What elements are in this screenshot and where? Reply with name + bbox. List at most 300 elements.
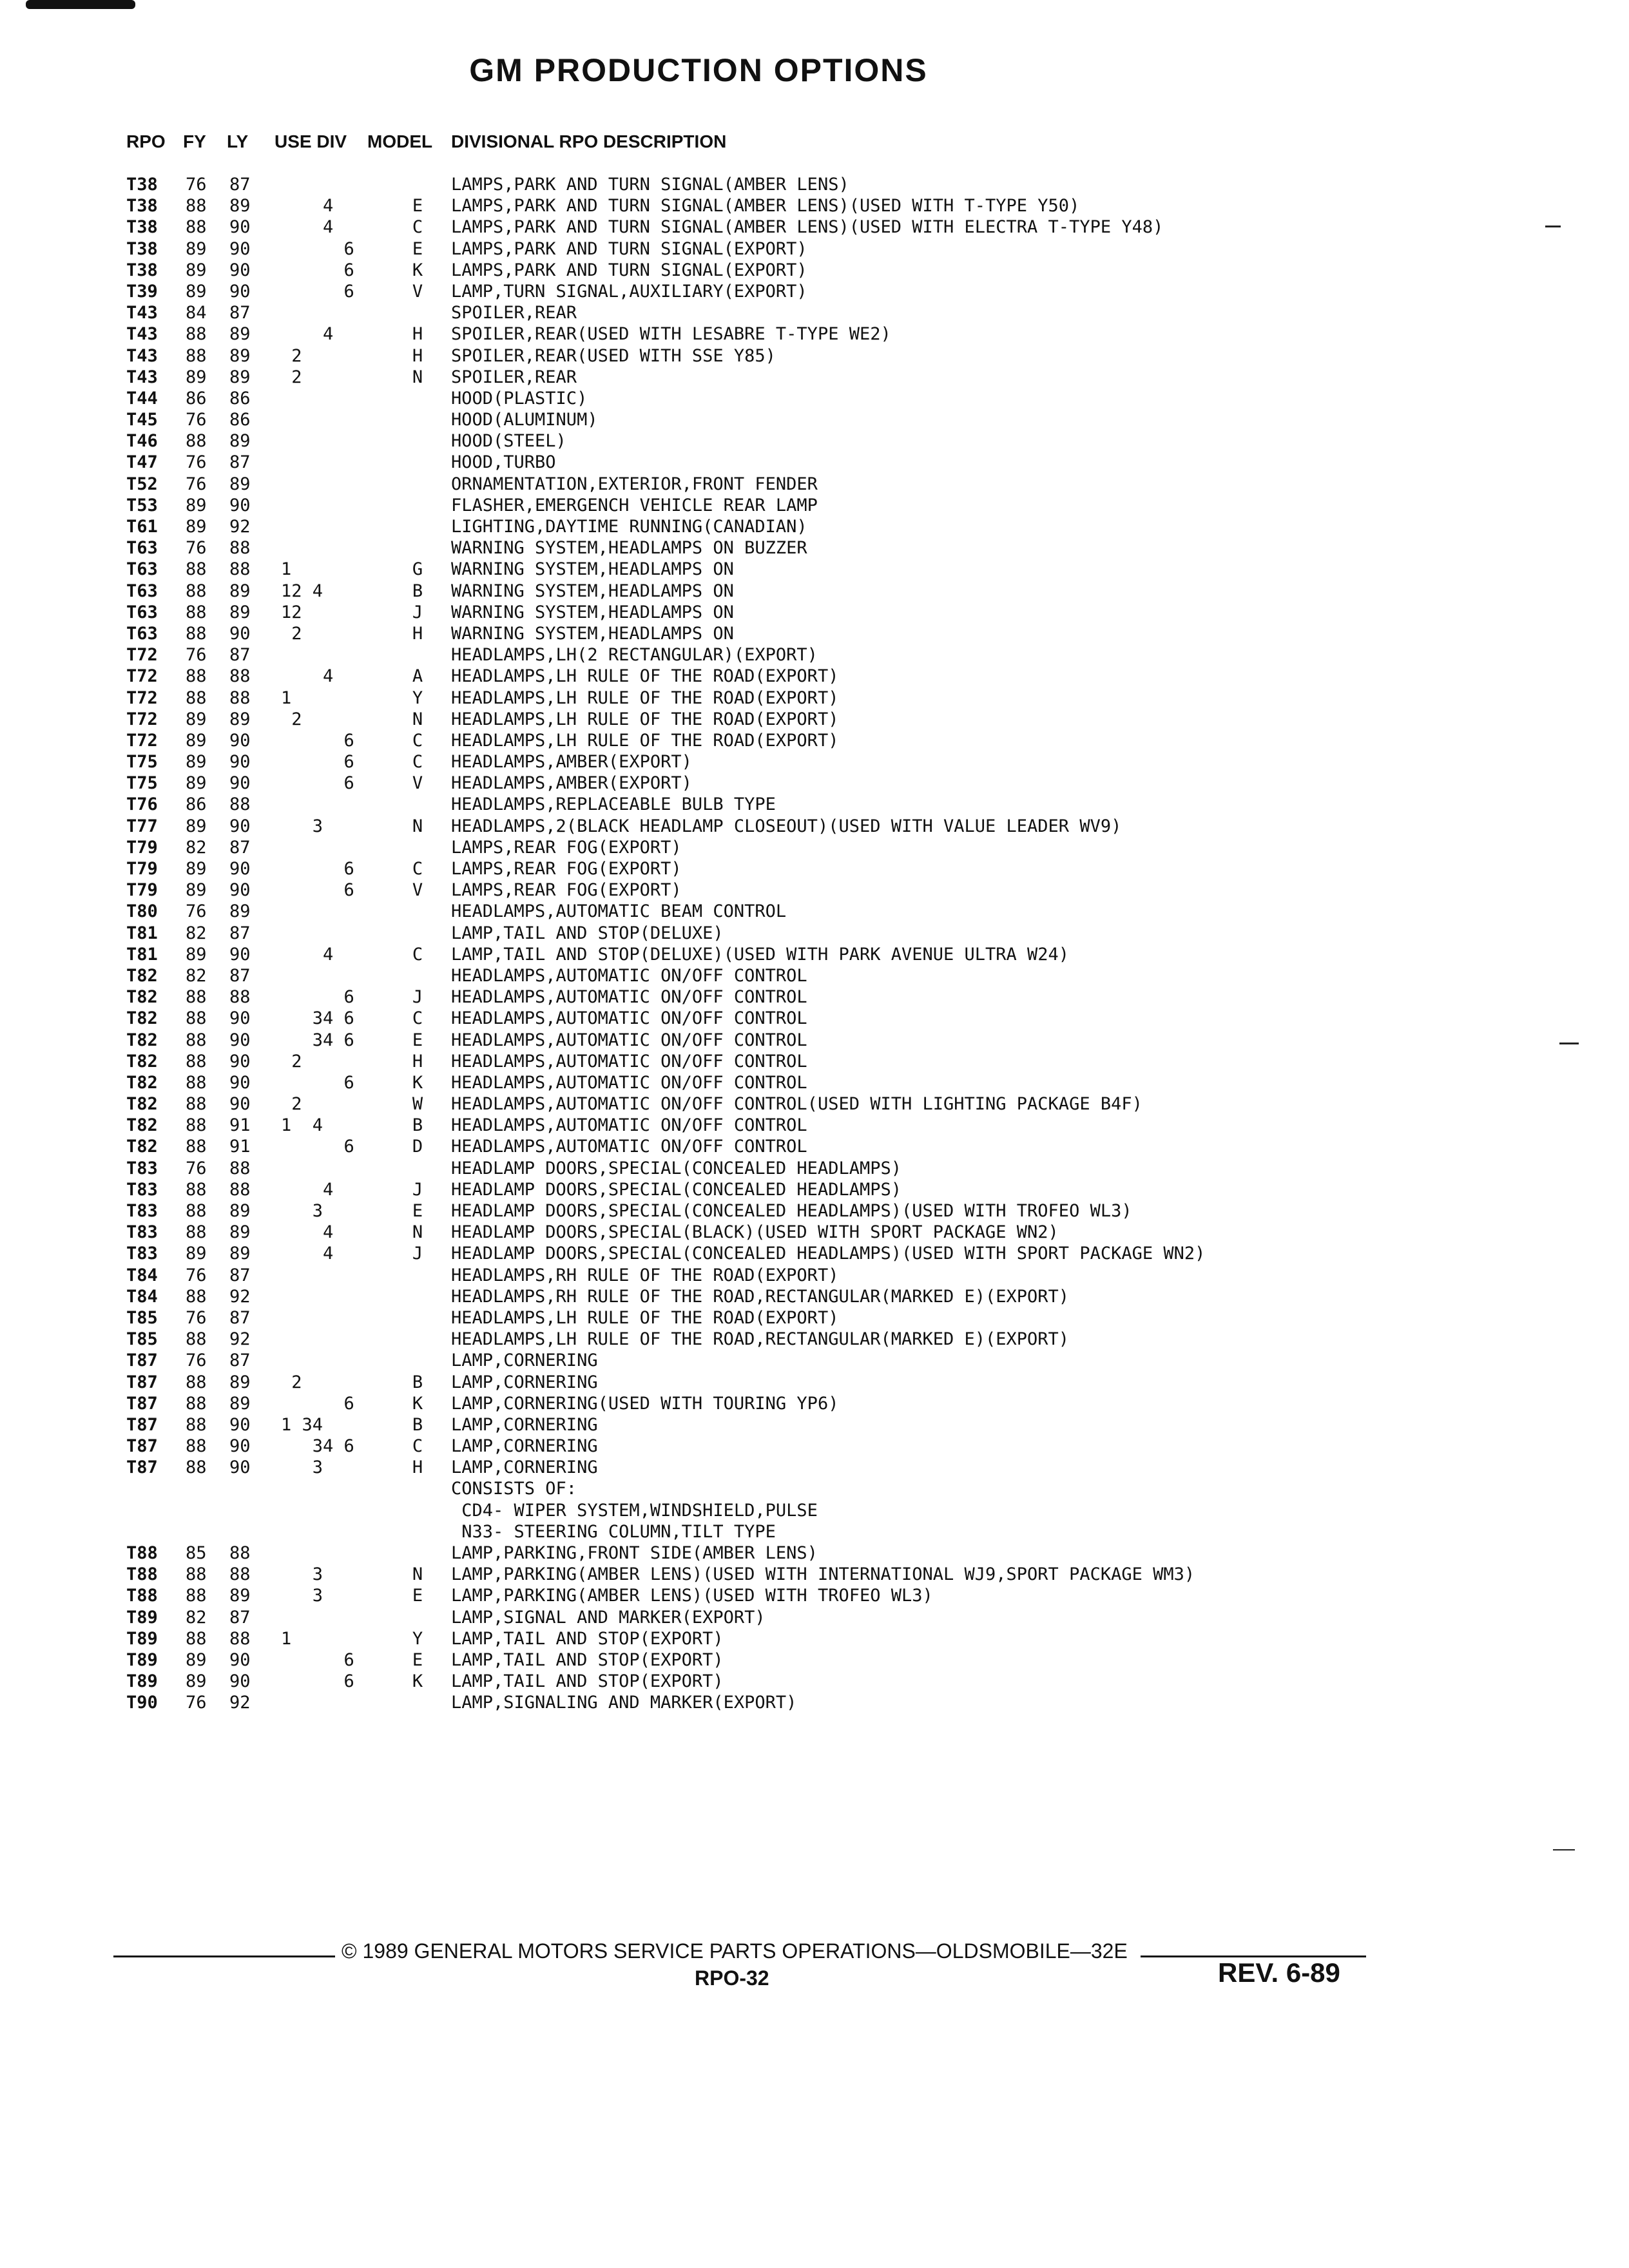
rpo-description: WARNING SYSTEM,HEADLAMPS ON [451, 559, 734, 580]
first-year: 88 [186, 623, 207, 644]
first-year: 88 [186, 1436, 207, 1457]
rpo-code: T89 [126, 1628, 158, 1649]
rpo-description: HEADLAMP DOORS,SPECIAL(BLACK)(USED WITH SPORT PACKAGE WN2) [451, 1222, 1059, 1243]
margin-mark [1559, 1043, 1579, 1044]
page-title: GM PRODUCTION OPTIONS [469, 52, 928, 88]
use-div: 3 [281, 1586, 323, 1606]
use-div: 6 [281, 987, 354, 1008]
first-year: 89 [186, 709, 207, 729]
use-div: 6 [281, 1137, 354, 1157]
table-row [0, 1286, 1629, 1307]
rpo-description: LAMPS,REAR FOG(EXPORT) [451, 880, 682, 901]
rpo-description: HEADLAMPS,AMBER(EXPORT) [451, 752, 692, 773]
last-year: 90 [229, 281, 251, 302]
use-div: 4 [281, 1244, 334, 1264]
first-year: 76 [186, 538, 207, 559]
model-code: N [412, 1222, 423, 1243]
table-row [0, 773, 1629, 794]
first-year: 88 [186, 217, 207, 238]
rpo-description: WARNING SYSTEM,HEADLAMPS ON [451, 581, 734, 601]
rpo-code: T82 [126, 1051, 158, 1072]
first-year: 76 [186, 645, 207, 666]
rpo-code: T82 [126, 965, 158, 986]
rpo-description: LAMPS,PARK AND TURN SIGNAL(EXPORT) [451, 260, 807, 280]
rpo-description: HEADLAMPS,LH RULE OF THE ROAD(EXPORT) [451, 1307, 839, 1328]
use-div: 6 [281, 730, 354, 751]
first-year: 88 [186, 1115, 207, 1136]
model-code: K [412, 1072, 423, 1093]
table-row [0, 281, 1629, 302]
use-div: 6 [281, 880, 354, 901]
model-code: E [412, 1649, 423, 1670]
table-row [0, 260, 1629, 281]
last-year: 90 [229, 1414, 251, 1435]
table-row [0, 816, 1629, 837]
first-year: 82 [186, 965, 207, 986]
rpo-description: LAMP,SIGNALING AND MARKER(EXPORT) [451, 1693, 797, 1713]
last-year: 88 [229, 1179, 251, 1200]
table-row [0, 1500, 1629, 1521]
model-code: C [412, 730, 423, 751]
table-row [0, 345, 1629, 367]
rpo-code: T43 [126, 303, 158, 323]
table-row [0, 986, 1629, 1008]
use-div: 6 [281, 281, 354, 302]
use-div: 34 6 [281, 1030, 354, 1050]
table-row [0, 1457, 1629, 1478]
rpo-description: LAMP,TAIL AND STOP(EXPORT) [451, 1671, 724, 1692]
use-div: 6 [281, 1671, 354, 1692]
col-header-rpo: RPO [126, 131, 166, 151]
first-year: 82 [186, 923, 207, 943]
use-div: 2 [281, 1094, 302, 1115]
last-year: 87 [229, 923, 251, 943]
last-year: 90 [229, 859, 251, 879]
model-code: H [412, 1051, 423, 1072]
rpo-description: HEADLAMP DOORS,SPECIAL(CONCEALED HEADLAMPS)(USED WITH TROFEO WL3) [451, 1201, 1132, 1221]
last-year: 90 [229, 1094, 251, 1115]
scan-artifact [26, 0, 135, 9]
rpo-code: T81 [126, 923, 158, 943]
model-code: C [412, 944, 423, 965]
first-year: 88 [186, 196, 207, 216]
table-row [0, 1649, 1629, 1671]
footer-copyright: © 1989 GENERAL MOTORS SERVICE PARTS OPERATIONS—OLDSMOBILE—32E [342, 1939, 1128, 1963]
last-year: 88 [229, 666, 251, 687]
last-year: 87 [229, 1350, 251, 1371]
model-code: C [412, 1008, 423, 1029]
model-code: K [412, 1671, 423, 1692]
rpo-code: T81 [126, 944, 158, 965]
use-div: 34 6 [281, 1008, 354, 1029]
table-row [0, 409, 1629, 430]
rpo-code: T75 [126, 773, 158, 794]
rpo-code: T52 [126, 474, 158, 494]
first-year: 82 [186, 837, 207, 858]
last-year: 89 [229, 709, 251, 729]
model-code: V [412, 880, 423, 901]
rpo-code: T45 [126, 410, 158, 430]
table-row [0, 858, 1629, 879]
rpo-description: HEADLAMPS,LH RULE OF THE ROAD,RECTANGULAR(MARKED E)(EXPORT) [451, 1329, 1070, 1350]
last-year: 90 [229, 260, 251, 280]
last-year: 90 [229, 752, 251, 773]
rpo-description: HEADLAMPS,AUTOMATIC ON/OFF CONTROL [451, 1030, 807, 1050]
first-year: 89 [186, 1649, 207, 1670]
rpo-code: T38 [126, 238, 158, 259]
rpo-code: T82 [126, 1094, 158, 1115]
last-year: 90 [229, 880, 251, 901]
rpo-description: WARNING SYSTEM,HEADLAMPS ON BUZZER [451, 538, 807, 559]
model-code: V [412, 281, 423, 302]
use-div: 2 [281, 1051, 302, 1072]
rpo-description: HEADLAMPS,LH RULE OF THE ROAD(EXPORT) [451, 709, 839, 729]
model-code: A [412, 666, 423, 687]
rpo-code: T85 [126, 1307, 158, 1328]
first-year: 88 [186, 1329, 207, 1350]
rpo-description: HEADLAMPS,LH RULE OF THE ROAD(EXPORT) [451, 666, 839, 687]
last-year: 89 [229, 1393, 251, 1414]
model-code: B [412, 1372, 423, 1392]
last-year: 88 [229, 687, 251, 708]
first-year: 76 [186, 1265, 207, 1285]
rpo-description: HOOD(STEEL) [451, 431, 566, 452]
last-year: 90 [229, 1030, 251, 1050]
use-div: 3 [281, 1564, 323, 1585]
rpo-code: T72 [126, 666, 158, 687]
rpo-description: HEADLAMPS,RH RULE OF THE ROAD(EXPORT) [451, 1265, 839, 1285]
last-year: 89 [229, 1586, 251, 1606]
first-year: 88 [186, 1372, 207, 1392]
table-row [0, 1692, 1629, 1713]
model-code: H [412, 345, 423, 366]
rpo-description: HEADLAMPS,2(BLACK HEADLAMP CLOSEOUT)(USED WITH VALUE LEADER WV9) [451, 816, 1122, 836]
table-row [0, 1393, 1629, 1414]
table-row [0, 1564, 1629, 1585]
first-year: 89 [186, 880, 207, 901]
rpo-description: HEADLAMPS,AUTOMATIC ON/OFF CONTROL [451, 1137, 807, 1157]
rpo-code: T88 [126, 1564, 158, 1585]
model-code: N [412, 816, 423, 836]
last-year: 90 [229, 944, 251, 965]
table-row [0, 879, 1629, 901]
rpo-code: T47 [126, 452, 158, 473]
first-year: 85 [186, 1543, 207, 1563]
rpo-description: HEADLAMP DOORS,SPECIAL(CONCEALED HEADLAMPS)(USED WITH SPORT PACKAGE WN2) [451, 1244, 1206, 1264]
table-row [0, 944, 1629, 965]
use-div: 4 [281, 1222, 334, 1243]
first-year: 88 [186, 1094, 207, 1115]
table-row [0, 516, 1629, 537]
table-row [0, 1179, 1629, 1200]
use-div: 4 [281, 324, 334, 345]
model-code: J [412, 1179, 423, 1200]
first-year: 88 [186, 1393, 207, 1414]
use-div: 4 [281, 217, 334, 238]
rpo-description: LAMP,TURN SIGNAL,AUXILIARY(EXPORT) [451, 281, 807, 302]
rpo-code: T63 [126, 538, 158, 559]
rpo-description: WARNING SYSTEM,HEADLAMPS ON [451, 623, 734, 644]
rpo-description: LAMPS,PARK AND TURN SIGNAL(EXPORT) [451, 238, 807, 259]
table-row [0, 1072, 1629, 1093]
first-year: 89 [186, 517, 207, 537]
table-row [0, 1200, 1629, 1222]
use-div: 6 [281, 1393, 354, 1414]
col-header-model: MODEL [367, 131, 433, 151]
rpo-code: T38 [126, 217, 158, 238]
rpo-description: LAMP,CORNERING [451, 1414, 598, 1435]
last-year: 87 [229, 1607, 251, 1628]
use-div: 4 [281, 196, 334, 216]
rpo-description: HEADLAMPS,AUTOMATIC ON/OFF CONTROL [451, 1115, 807, 1136]
use-div: 6 [281, 1072, 354, 1093]
rpo-code: T87 [126, 1350, 158, 1371]
rpo-code: T89 [126, 1649, 158, 1670]
rpo-code: T43 [126, 345, 158, 366]
last-year: 88 [229, 559, 251, 580]
model-code: C [412, 859, 423, 879]
first-year: 84 [186, 303, 207, 323]
last-year: 90 [229, 217, 251, 238]
table-row [0, 709, 1629, 730]
rpo-description: HEADLAMPS,LH RULE OF THE ROAD(EXPORT) [451, 730, 839, 751]
last-year: 89 [229, 901, 251, 922]
use-div: 1 [281, 1628, 292, 1649]
model-code: D [412, 1137, 423, 1157]
first-year: 76 [186, 1158, 207, 1178]
use-div: 1 34 [281, 1414, 323, 1435]
last-year: 88 [229, 794, 251, 815]
first-year: 76 [186, 1350, 207, 1371]
model-code: K [412, 260, 423, 280]
last-year: 87 [229, 303, 251, 323]
last-year: 88 [229, 1628, 251, 1649]
rpo-description: LAMP,CORNERING [451, 1457, 598, 1478]
table-row [0, 837, 1629, 858]
rpo-description: LIGHTING,DAYTIME RUNNING(CANADIAN) [451, 517, 807, 537]
table-row [0, 323, 1629, 345]
rpo-code: T76 [126, 794, 158, 815]
use-div: 2 [281, 709, 302, 729]
rpo-code: T43 [126, 367, 158, 387]
table-row [0, 1307, 1629, 1329]
rpo-code: T72 [126, 645, 158, 666]
rpo-code: T38 [126, 260, 158, 280]
last-year: 91 [229, 1137, 251, 1157]
rpo-description: LAMP,TAIL AND STOP(DELUXE) [451, 923, 724, 943]
rpo-description: HOOD(PLASTIC) [451, 388, 588, 408]
use-div: 34 6 [281, 1436, 354, 1457]
table-row [0, 644, 1629, 666]
col-header-description: DIVISIONAL RPO DESCRIPTION [451, 131, 727, 151]
rpo-code: T72 [126, 709, 158, 729]
model-code: J [412, 1244, 423, 1264]
use-div: 3 [281, 1457, 323, 1478]
use-div: 2 [281, 345, 302, 366]
model-code: N [412, 367, 423, 387]
use-div: 1 4 [281, 1115, 323, 1136]
first-year: 76 [186, 410, 207, 430]
first-year: 88 [186, 1030, 207, 1050]
last-year: 88 [229, 1564, 251, 1585]
rpo-description: SPOILER,REAR [451, 367, 577, 387]
last-year: 87 [229, 175, 251, 195]
last-year: 90 [229, 1072, 251, 1093]
last-year: 88 [229, 538, 251, 559]
model-code: E [412, 1030, 423, 1050]
rpo-code: T63 [126, 559, 158, 580]
rpo-description: HOOD,TURBO [451, 452, 556, 473]
first-year: 89 [186, 773, 207, 794]
last-year: 87 [229, 837, 251, 858]
table-row [0, 1436, 1629, 1457]
rpo-code: T89 [126, 1607, 158, 1628]
rpo-code: T87 [126, 1457, 158, 1478]
table-row [0, 623, 1629, 644]
rpo-code: T72 [126, 687, 158, 708]
rpo-code: T75 [126, 752, 158, 773]
last-year: 92 [229, 1329, 251, 1350]
rpo-description: HEADLAMPS,LH(2 RECTANGULAR)(EXPORT) [451, 645, 818, 666]
model-code: Y [412, 1628, 423, 1649]
rpo-description: LAMP,CORNERING [451, 1350, 598, 1371]
rpo-code: T82 [126, 1030, 158, 1050]
table-row [0, 1414, 1629, 1436]
first-year: 89 [186, 367, 207, 387]
rpo-code: T82 [126, 1137, 158, 1157]
use-div: 2 [281, 367, 302, 387]
rpo-code: T87 [126, 1372, 158, 1392]
rpo-description: HEADLAMPS,AUTOMATIC ON/OFF CONTROL [451, 1051, 807, 1072]
last-year: 88 [229, 1158, 251, 1178]
rpo-description: SPOILER,REAR(USED WITH LESABRE T-TYPE WE2) [451, 324, 891, 345]
rpo-code: T82 [126, 987, 158, 1008]
rpo-description: LAMP,CORNERING(USED WITH TOURING YP6) [451, 1393, 839, 1414]
model-code: H [412, 1457, 423, 1478]
first-year: 86 [186, 794, 207, 815]
last-year: 92 [229, 517, 251, 537]
table-row [0, 1222, 1629, 1243]
rpo-description: HEADLAMPS,AUTOMATIC ON/OFF CONTROL [451, 965, 807, 986]
first-year: 88 [186, 345, 207, 366]
last-year: 91 [229, 1115, 251, 1136]
first-year: 89 [186, 281, 207, 302]
table-row [0, 687, 1629, 709]
rpo-code: T84 [126, 1265, 158, 1285]
footer-page-number: RPO-32 [695, 1966, 769, 1990]
model-code: K [412, 1393, 423, 1414]
first-year: 88 [186, 1222, 207, 1243]
table-row [0, 794, 1629, 815]
rpo-code: T63 [126, 581, 158, 601]
model-code: N [412, 709, 423, 729]
revision-label: REV. 6-89 [1218, 1957, 1340, 1988]
table-row [0, 1542, 1629, 1564]
rpo-description: LAMP,TAIL AND STOP(DELUXE)(USED WITH PARK AVENUE ULTRA W24) [451, 944, 1070, 965]
use-div: 6 [281, 752, 354, 773]
table-row [0, 923, 1629, 944]
table-row [0, 1521, 1629, 1542]
rpo-description: SPOILER,REAR [451, 303, 577, 323]
rpo-code: T53 [126, 495, 158, 515]
rpo-description: HEADLAMPS,AUTOMATIC ON/OFF CONTROL [451, 1072, 807, 1093]
first-year: 88 [186, 559, 207, 580]
rpo-description: LAMPS,PARK AND TURN SIGNAL(AMBER LENS)(USED WITH T-TYPE Y50) [451, 196, 1080, 216]
last-year: 89 [229, 602, 251, 622]
last-year: 89 [229, 1201, 251, 1221]
table-row [0, 537, 1629, 559]
first-year: 89 [186, 752, 207, 773]
rpo-code: T84 [126, 1286, 158, 1307]
last-year: 89 [229, 581, 251, 601]
last-year: 87 [229, 965, 251, 986]
table-row [0, 1115, 1629, 1136]
use-div: 3 [281, 1201, 323, 1221]
first-year: 89 [186, 944, 207, 965]
last-year: 87 [229, 1265, 251, 1285]
table-row [0, 1093, 1629, 1115]
first-year: 88 [186, 1414, 207, 1435]
first-year: 76 [186, 1693, 207, 1713]
rpo-code: T88 [126, 1586, 158, 1606]
rpo-description: LAMP,SIGNAL AND MARKER(EXPORT) [451, 1607, 766, 1628]
table-row [0, 1671, 1629, 1692]
last-year: 92 [229, 1286, 251, 1307]
rpo-code: T85 [126, 1329, 158, 1350]
rpo-code: T83 [126, 1201, 158, 1221]
last-year: 90 [229, 1671, 251, 1692]
use-div: 12 [281, 602, 302, 622]
table-row [0, 1030, 1629, 1051]
rpo-code: T44 [126, 388, 158, 408]
rpo-description: SPOILER,REAR(USED WITH SSE Y85) [451, 345, 776, 366]
use-div: 4 [281, 666, 334, 687]
rpo-code: T83 [126, 1179, 158, 1200]
rpo-code: T38 [126, 175, 158, 195]
first-year: 88 [186, 1051, 207, 1072]
rpo-code: T82 [126, 1008, 158, 1029]
last-year: 89 [229, 1372, 251, 1392]
rpo-code: T83 [126, 1158, 158, 1178]
last-year: 90 [229, 730, 251, 751]
rpo-code: T46 [126, 431, 158, 452]
rpo-description: LAMPS,PARK AND TURN SIGNAL(AMBER LENS)(USED WITH ELECTRA T-TYPE Y48) [451, 217, 1164, 238]
model-code: J [412, 602, 423, 622]
rpo-code: T89 [126, 1671, 158, 1692]
first-year: 88 [186, 1286, 207, 1307]
use-div: 6 [281, 1649, 354, 1670]
first-year: 76 [186, 1307, 207, 1328]
last-year: 89 [229, 474, 251, 494]
last-year: 87 [229, 1307, 251, 1328]
rpo-code: T72 [126, 730, 158, 751]
rpo-description: HEADLAMP DOORS,SPECIAL(CONCEALED HEADLAMPS) [451, 1179, 901, 1200]
first-year: 88 [186, 1008, 207, 1029]
table-row [0, 666, 1629, 687]
table-row [0, 388, 1629, 409]
table-row [0, 174, 1629, 195]
first-year: 89 [186, 816, 207, 836]
rpo-description: HEADLAMPS,AUTOMATIC ON/OFF CONTROL [451, 987, 807, 1008]
table-row [0, 1243, 1629, 1264]
model-code: N [412, 1564, 423, 1585]
rpo-code: T80 [126, 901, 158, 922]
last-year: 90 [229, 1051, 251, 1072]
table-row [0, 1628, 1629, 1649]
rpo-description: HEADLAMPS,AUTOMATIC BEAM CONTROL [451, 901, 787, 922]
first-year: 76 [186, 474, 207, 494]
rpo-description: HOOD(ALUMINUM) [451, 410, 598, 430]
